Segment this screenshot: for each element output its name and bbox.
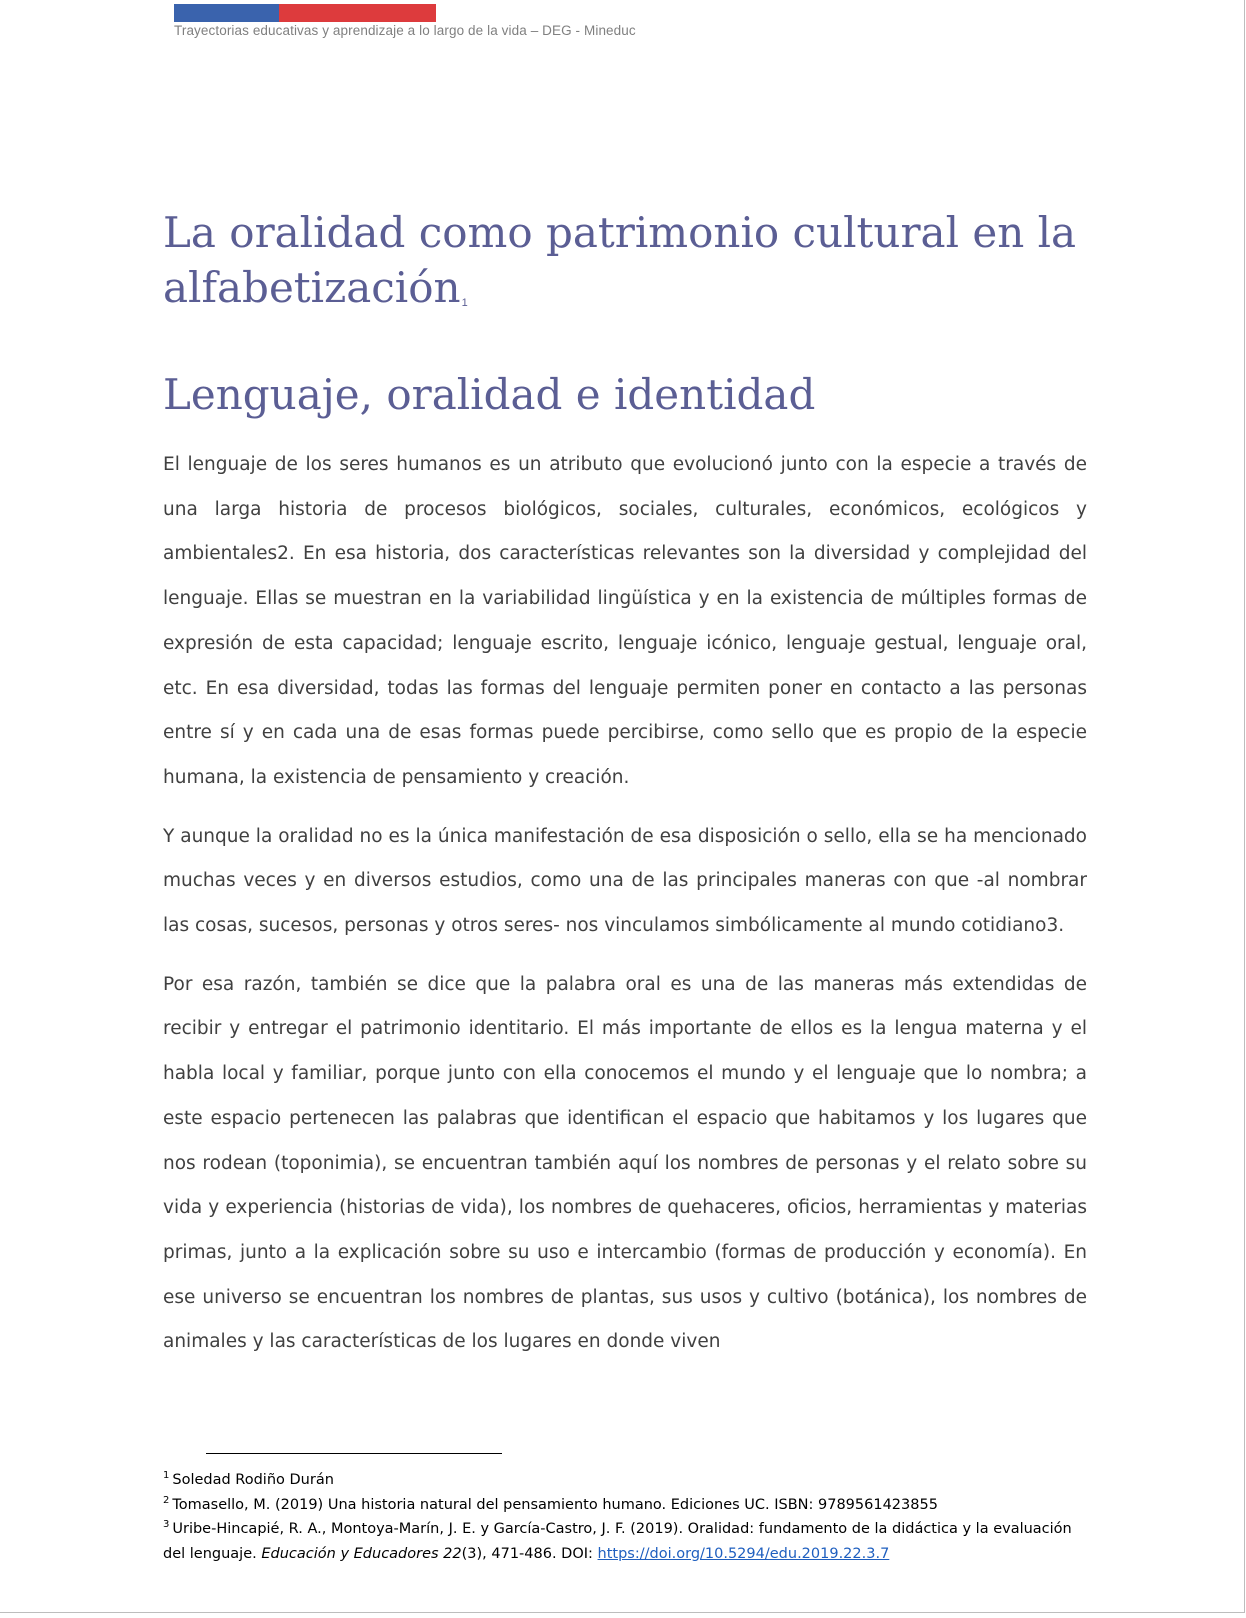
journal-name: Educación y Educadores 22 — [261, 1545, 462, 1562]
footnote-number: 2 — [163, 1494, 170, 1506]
footnote-text: Tomasello, M. (2019) Una historia natural del pensamiento humano. Ediciones UC. ISBN: 9789561423855 — [172, 1496, 938, 1513]
footnote-1 — [163, 1468, 1087, 1493]
section-heading: Lenguaje, oralidad e identidad — [163, 370, 816, 419]
paragraph: Por esa razón, también se dice que la palabra oral es una de las maneras más extendidas de recibir y entregar el patrimonio identitario. El más importante de ellos es la lengua materna y el habla local y familiar, porque junto con ella conocemos el mundo y el lenguaje que lo nombra; a este espacio pertenecen las palabras que identifican el espacio que habitamos y los lugares que nos rodean (toponimia), se encuentran también aquí los nombres de personas y el relato sobre su vida y experiencia (historias de vida), los nombres de quehaceres, oficios, herramientas y materias primas, junto a la explicación sobre su uso e intercambio (formas de producción y economía). En ese universo se encuentran los nombres de plantas, sus usos y cultivo (botánica), los nombres de animales y las características de los lugares en donde viven — [163, 973, 1087, 1353]
footnote-3 — [163, 1517, 1087, 1566]
footnote-text: Soledad Rodiño Durán — [172, 1472, 334, 1488]
body-text — [163, 443, 1087, 1379]
footnote-text-cont: (3), 471-486. DOI: — [461, 1545, 598, 1562]
paragraph: El lenguaje de los seres humanos es un atributo que evolucionó junto con la especie a través de una larga historia de procesos biológicos, sociales, culturales, económicos, ecológicos y ambientales2. En esa historia, dos características relevantes son la diversidad y complejidad del lenguaje. Ellas se muestran en la variabilidad lingüística y en la existencia de múltiples formas de expresión de esta capacidad; lenguaje escrito, lenguaje icónico, lenguaje gestual, lenguaje oral, etc. En esa diversidad, todas las formas del lenguaje permiten poner en contacto a las personas entre sí y en cada una de esas formas puede percibirse, como sello que es propio de la especie humana, la existencia de pensamiento y creación. — [163, 454, 1087, 788]
document-title — [163, 205, 1113, 331]
header-bar-red — [279, 4, 436, 22]
footnote-separator — [206, 1453, 502, 1454]
footnotes — [163, 1468, 1087, 1566]
title-footnote-ref[interactable]: 1 — [461, 297, 468, 309]
footnote-2 — [163, 1493, 1087, 1518]
document-title-text: La oralidad como patrimonio cultural en la alfabetización — [163, 208, 1077, 312]
doi-link[interactable]: https://doi.org/10.5294/edu.2019.22.3.7 — [597, 1545, 890, 1562]
footnote-text: Uribe-Hincapié, R. A., Montoya-Marín, J. E. y García-Castro, J. F. (2019). Oralidad: fundamento de la didáctica y la evaluación del lenguaje. — [163, 1521, 1072, 1562]
footnote-number: 1 — [163, 1470, 170, 1482]
running-header: Trayectorias educativas y aprendizaje a lo largo de la vida – DEG - Mineduc — [174, 23, 636, 38]
footnote-number: 3 — [163, 1519, 170, 1531]
paragraph: Y aunque la oralidad no es la única manifestación de esa disposición o sello, ella se ha mencionado muchas veces y en diversos estudios, como una de las principales maneras con que -al nombrar las cosas, sucesos, personas y otros seres- nos vinculamos simbólicamente al mundo cotidiano3. — [163, 825, 1087, 937]
header-bar-blue — [174, 4, 279, 22]
